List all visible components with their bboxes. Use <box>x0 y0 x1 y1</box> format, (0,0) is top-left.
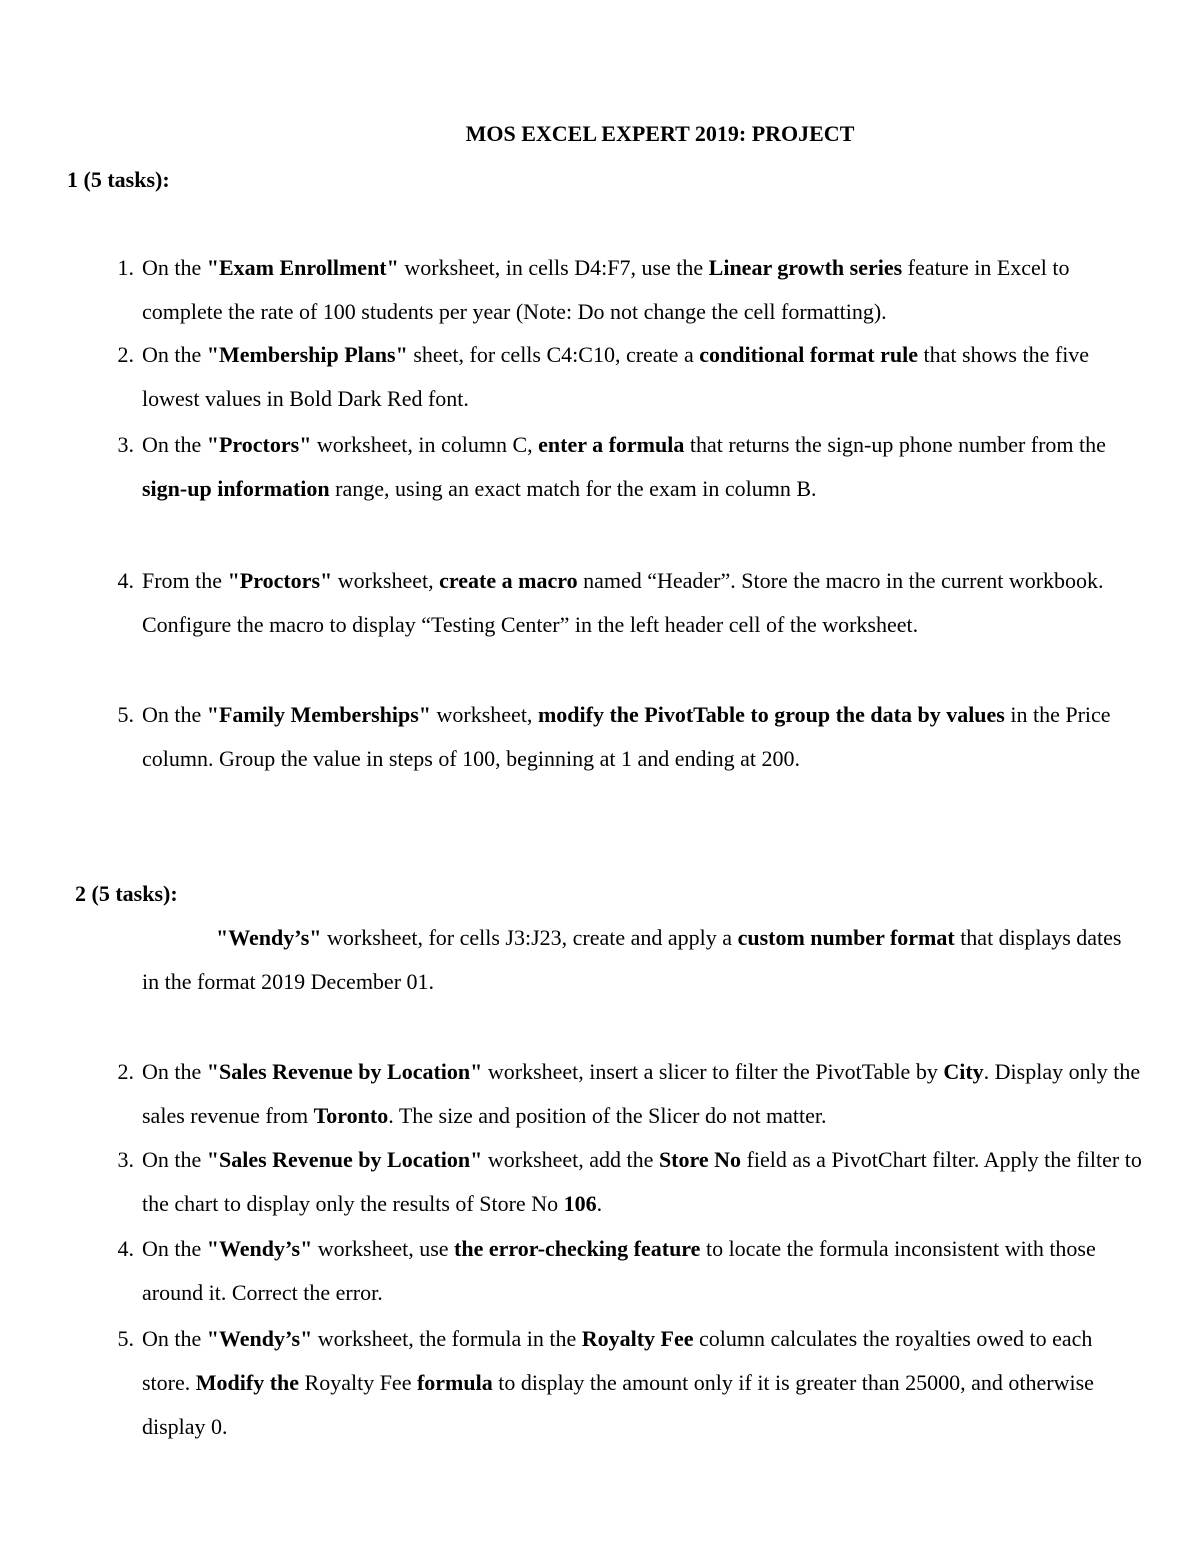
list-item-number: 2. <box>117 1059 134 1084</box>
list-item <box>117 1227 1142 1315</box>
task-text: On the <box>142 1326 207 1351</box>
task-bold-text: "Sales Revenue by Location" <box>206 1147 483 1172</box>
task-bold-text: "Wendy’s" <box>206 1326 313 1351</box>
task-bold-text: City <box>943 1059 984 1084</box>
task-bold-text: conditional format rule <box>699 342 918 367</box>
list-item <box>117 333 1142 421</box>
task-text: . The size and position of the Slicer do not matter. <box>388 1103 827 1128</box>
task-bold-text: Linear growth series <box>708 255 903 280</box>
list-item-number: 5. <box>117 702 134 727</box>
list-item-number: 1. <box>117 255 134 280</box>
list-item <box>117 423 1142 511</box>
list-item <box>117 559 1142 647</box>
task-bold-text: "Proctors" <box>227 568 333 593</box>
task-text: On the <box>142 255 207 280</box>
task-text: sheet, for cells C4:C10, create a <box>407 342 700 367</box>
list-item <box>117 1050 1142 1138</box>
task-text: . <box>596 1191 603 1216</box>
list-item <box>117 693 1142 781</box>
task-bold-text: 106 <box>563 1191 597 1216</box>
task-bold-text: "Proctors" <box>206 432 312 457</box>
task-text: On the <box>142 702 207 727</box>
task-text: in the Price column. Group the value in steps of 100, beginning at 1 and ending at 200. <box>142 702 1111 771</box>
task-bold-text: formula <box>416 1370 493 1395</box>
task-text: Royalty Fee <box>299 1370 417 1395</box>
task-text: . Display only the sales revenue from <box>142 1059 1141 1128</box>
list-item-number: 4. <box>117 1236 134 1261</box>
task-text: worksheet, use <box>312 1236 455 1261</box>
task-bold-text: Toronto <box>313 1103 389 1128</box>
list-item <box>142 916 1142 1004</box>
task-bold-text: "Membership Plans" <box>206 342 408 367</box>
task-text: On the <box>142 1236 207 1261</box>
task-bold-text: "Exam Enrollment" <box>206 255 399 280</box>
task-text: On the <box>142 1147 207 1172</box>
task-text: feature in Excel to complete the rate of 100 students per year (Note: Do not change the cell formatting). <box>142 255 1070 324</box>
section-label-project-2: 2 (5 tasks): <box>75 881 178 906</box>
list-item-number: 3. <box>117 1147 134 1172</box>
task-bold-text: Store No <box>658 1147 742 1172</box>
task-bold-text: Modify the <box>195 1370 300 1395</box>
task-bold-text: modify the PivotTable to group the data by values <box>537 702 1005 727</box>
task-text: worksheet, for cells J3:J23, create and apply a <box>321 925 738 950</box>
task-text: worksheet, add the <box>482 1147 659 1172</box>
task-text: column calculates the royalties owed to each store. <box>142 1326 1093 1395</box>
task-bold-text: custom number format <box>737 925 955 950</box>
page-title: MOS EXCEL EXPERT 2019: PROJECT <box>465 121 855 146</box>
list-item <box>117 1138 1142 1226</box>
list-item-number: 2. <box>117 342 134 367</box>
section-label-project-1: 1 (5 tasks): <box>67 167 170 192</box>
task-bold-text: sign-up information <box>142 476 330 501</box>
task-text: worksheet, <box>332 568 440 593</box>
task-bold-text: "Family Memberships" <box>206 702 432 727</box>
task-bold-text: "Wendy’s" <box>216 925 322 950</box>
task-bold-text: "Wendy’s" <box>206 1236 313 1261</box>
task-text: From the <box>142 568 228 593</box>
list-item <box>117 1317 1142 1449</box>
task-text: named “Header”. Store the macro in the current workbook. Configure the macro to display “Testing Center” in the left header cell of the worksheet. <box>142 568 1104 637</box>
task-text: worksheet, in cells D4:F7, use the <box>398 255 709 280</box>
task-text: that shows the five lowest values in Bold Dark Red font. <box>142 342 1090 411</box>
task-text: On the <box>142 342 207 367</box>
task-text: worksheet, the formula in the <box>312 1326 582 1351</box>
list-item-number: 3. <box>117 432 134 457</box>
task-text: to locate the formula inconsistent with those around it. Correct the error. <box>142 1236 1096 1305</box>
task-bold-text: enter a formula <box>538 432 685 457</box>
task-text: On the <box>142 1059 207 1084</box>
task-text: that returns the sign-up phone number from the <box>684 432 1106 457</box>
task-text: worksheet, insert a slicer to filter the PivotTable by <box>482 1059 944 1084</box>
task-text: worksheet, in column C, <box>311 432 539 457</box>
task-text: that displays dates in the format 2019 December 01. <box>142 925 1122 994</box>
task-text: field as a PivotChart filter. Apply the filter to the chart to display only the results of Store No <box>142 1147 1142 1216</box>
list-item <box>117 246 1142 334</box>
list-item-number: 4. <box>117 568 134 593</box>
task-text: On the <box>142 432 207 457</box>
list-item-number: 5. <box>117 1326 134 1351</box>
task-bold-text: "Sales Revenue by Location" <box>206 1059 483 1084</box>
task-text: range, using an exact match for the exam in column B. <box>329 476 817 501</box>
task-text: to display the amount only if it is greater than 25000, and otherwise display 0. <box>142 1370 1094 1439</box>
task-text: worksheet, <box>431 702 538 727</box>
task-bold-text: create a macro <box>439 568 578 593</box>
task-bold-text: the error-checking feature <box>454 1236 701 1261</box>
task-bold-text: Royalty Fee <box>581 1326 694 1351</box>
